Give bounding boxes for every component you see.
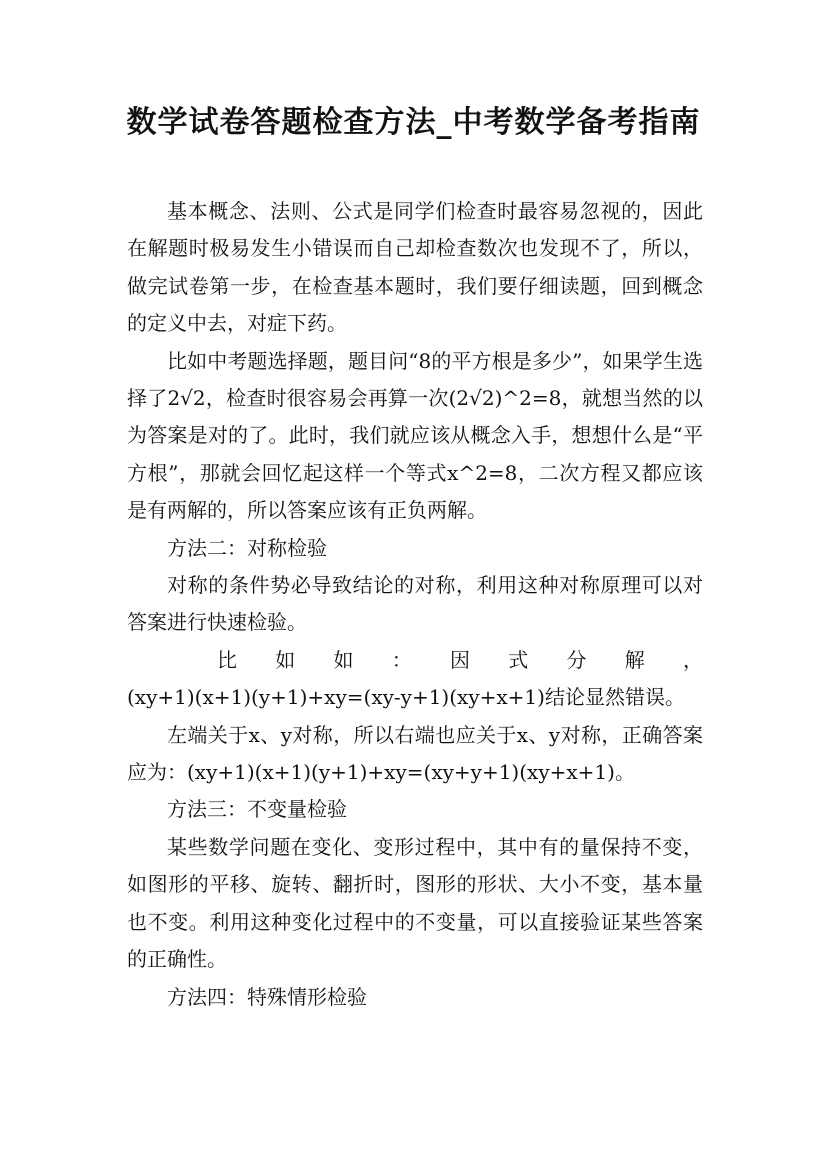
article-body	[127, 193, 703, 1016]
paragraph-factorization-line1	[127, 642, 703, 679]
paragraph-symmetry: 对称的条件势必导致结论的对称，利用这种对称原理可以对答案进行快速检验。	[127, 573, 703, 635]
paragraph-symmetry-explanation: 左端关于x、y对称，所以右端也应关于x、y对称，正确答案应为：(xy+1)(x+1)(y+1)+xy=(xy+y+1)(xy+x+1)。	[127, 722, 703, 785]
spread-char: 分	[566, 647, 587, 672]
heading-method-four: 方法四：特殊情形检验	[167, 984, 367, 1009]
spread-char: ：	[391, 647, 412, 672]
paragraph-invariant: 某些数学问题在变化、变形过程中，其中有的量保持不变，如图形的平移、旋转、翻折时，图形的形状、大小不变，基本量也不变。利用这种变化过程中的不变量，可以直接验证某些答案的正确性。	[127, 834, 703, 972]
spread-char: 比	[217, 647, 237, 672]
paragraph-basic-concepts: 基本概念、法则、公式是同学们检查时最容易忽视的，因此在解题时极易发生小错误而自己却检查数次也发现不了，所以，做完试卷第一步，在检查基本题时，我们要仔细读题，回到概念的定义中去，对症下药。	[127, 199, 703, 336]
spread-char: 因	[450, 647, 470, 672]
paragraph-factorization-line2: (xy+1)(x+1)(y+1)+xy=(xy-y+1)(xy+x+1)结论显然错误。	[127, 685, 685, 710]
spread-char: 式	[508, 647, 529, 672]
spread-char: 解	[624, 647, 645, 672]
page-title: 数学试卷答题检查方法_中考数学备考指南	[126, 105, 701, 140]
spread-char: 如	[333, 647, 354, 672]
spread-char: ，	[683, 647, 703, 672]
heading-method-three: 方法三：不变量检验	[167, 797, 347, 822]
spread-char: 如	[275, 647, 296, 672]
paragraph-square-root-example: 比如中考题选择题，题目问“8的平方根是多少”，如果学生选择了2√2，检查时很容易会再算一次(2√2)^2=8，就想当然的以为答案是对的了。此时，我们就应该从概念入手，想想什么是“平方根”，那就会回忆起这样一个等式x^2=8，二次方程又都应该是有两解的，所以答案应该有正负两解。	[127, 348, 703, 523]
heading-method-two: 方法二：对称检验	[167, 535, 327, 560]
